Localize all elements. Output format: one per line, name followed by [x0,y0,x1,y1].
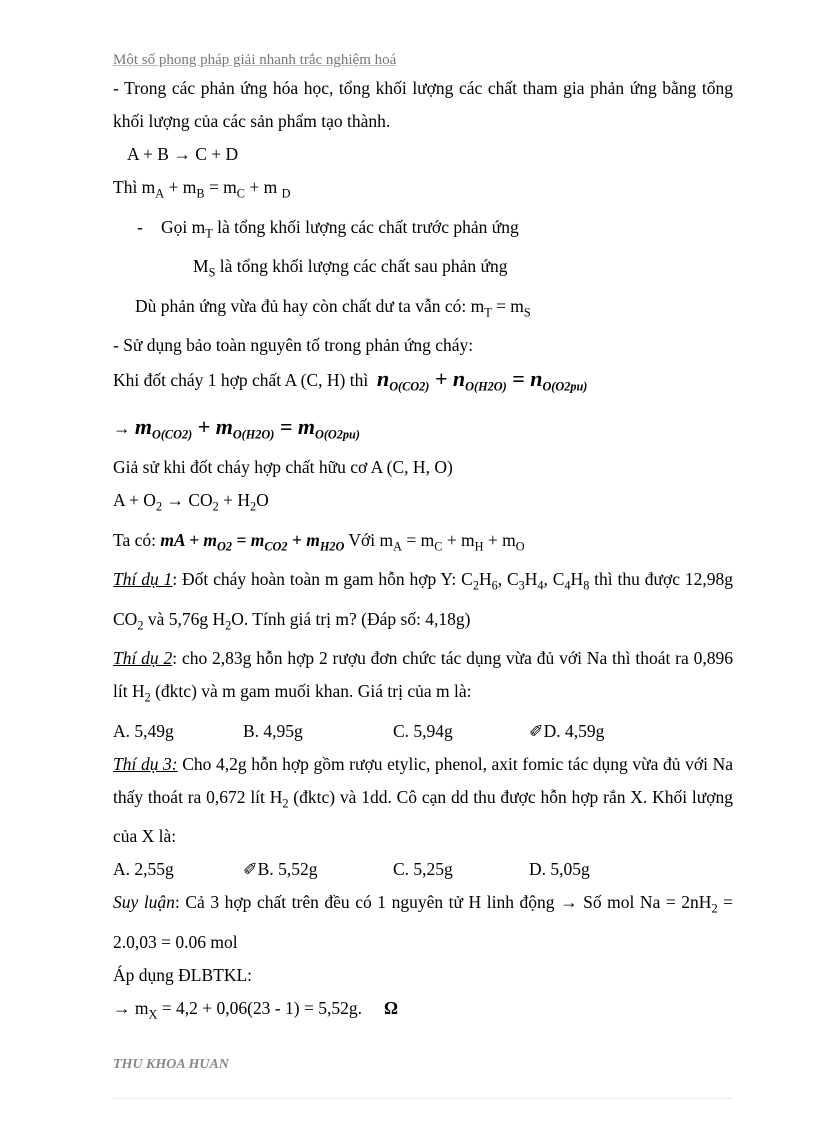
equation-combustion: $A + O_2 \to CO_2 + H_2O$ [113,490,269,514]
example-2-options [113,715,733,748]
option-a: A. 2,55g [113,859,174,879]
line-ms: $M_S$ là tổng khối lượng các chất sau phản ứng [193,256,508,280]
line-conclusion: Dù phản ứng vừa đủ hay còn chất dư ta vẫn có: $m_T = m_S$ [135,295,531,319]
reasoning: Suy luận: Cả 3 hợp chất trên đều có 1 nguyên tử H linh động → Số mol $Na = 2nH_2 = 2.0,03 = 0.06$ mol [113,892,733,952]
equation-mass: Thì $m_A + m_B = m_C + m$ $_D$ [113,177,291,201]
page-header: Một số phong pháp giải nhanh trắc nghiệm hoá [113,52,397,68]
option-b-answer: ✐B. 5,52g [243,859,318,879]
option-b: B. 4,95g [243,720,303,741]
line-combustion-n: Khi đốt cháy 1 hợp chất A (C, H) thì $n_{O(CO2)} + n_{O(H2O)} = n_{O(O2pu)}$ [113,366,588,394]
example-1: Thí dụ 1: Đốt cháy hoàn toàn m gam hỗn hợp Y: $C_2H_6$, $C_3H_4$, $C_4H_8$ thì thu được 12,98g $CO_2$ và 5,76g $H_2O$. Tính giá trị m? (Đáp số: 4,18g) [113,569,733,632]
apply-law: Áp dụng ĐLBTKL: [113,964,253,985]
equation-taco: Ta có: mA + $m_{O2} = m_{CO2} + m_{H2O}$ Với $m_A = m_C + m_H + m_O$ [113,529,525,553]
bottom-divider [113,1098,733,1099]
page-footer: THU KHOA HUAN [113,1057,229,1072]
option-c: C. 5,94g [393,720,453,741]
example-2: Thí dụ 2: cho 2,83g hỗn hợp 2 rượu đơn chức tác dụng vừa đủ với Na thì thoát ra 0,896 lít $H_2$ (đktc) và m gam muối khan. Giá trị của m là: [113,648,733,705]
line-combustion-m: → $m_{O(CO2)} + m_{O(H2O)} = m_{O(O2pu)}$ [113,413,360,441]
page-content [113,72,733,1031]
option-c: C. 5,25g [393,859,453,879]
option-d: D. 5,05g [529,859,590,879]
option-d-answer: ✐D. 4,59g [529,720,605,741]
line-assume: Giả sử khi đốt cháy hợp chất hữu cơ A (C, H, O) [113,457,453,477]
omega-symbol: Ω [383,997,398,1018]
equation-reaction: A + B → C + D [127,144,239,164]
paragraph-law: - Trong các phản ứng hóa học, tổng khối lượng các chất tham gia phản ứng bằng tổng khối lượng của các sản phẩm tạo thành. [113,78,733,131]
option-a: A. 5,49g [113,720,174,741]
example-3: Thí dụ 3: Cho 4,2g hỗn hợp gồm rượu etylic, phenol, axit fomic tác dụng vừa đủ với Na thấy thoát ra 0,672 lít $H_2$ (đktc) và 1dd. Cô cạn dd thu được hỗn hợp rắn X. Khối lượng của X là: [113,753,733,846]
final-result: → $m_X = 4,2 + 0,06(23 - 1) = 5,52g$. Ω [113,997,398,1021]
line-element-conservation: - Sử dụng bảo toàn nguyên tố trong phản ứng cháy: [113,335,474,355]
bullet-mt: - Gọi $m_T$ là tổng khối lượng các chất trước phản ứng [137,216,519,240]
example-3-options [113,853,733,886]
